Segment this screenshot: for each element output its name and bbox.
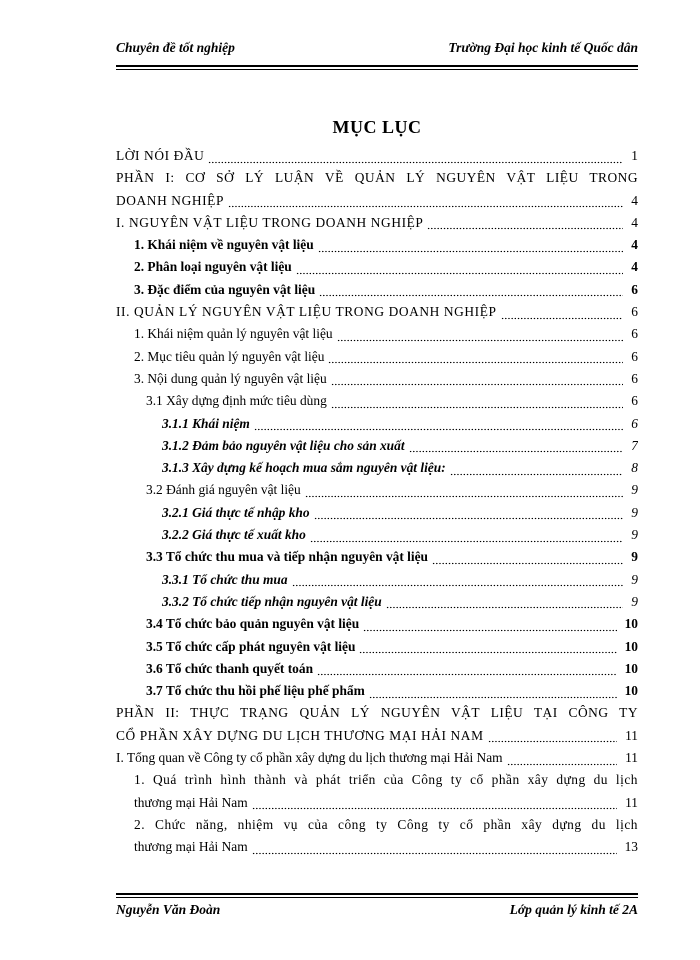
toc-entry-text-line1: 1. Quá trình hình thành và phát triển của Công ty cổ phần xây dựng du lịch [134,772,638,788]
dot-leader [317,658,617,680]
toc-entry-text: 3.3.1 Tổ chức thu mua [162,569,290,591]
toc-entry-page: 10 [619,613,638,635]
toc-entry-text: 2. Phân loại nguyên vật liệu [134,256,294,278]
toc-entry-text-line1: PHẦN I: CƠ SỞ LÝ LUẬN VỀ QUẢN LÝ NGUYÊN VẬT LIỆU TRONG [116,170,638,186]
toc-entry-line2 [116,725,638,747]
toc-entry-page: 6 [625,323,638,345]
toc-entry-text: 3. Nội dung quản lý nguyên vật liệu [134,368,329,390]
dot-leader [427,212,623,234]
toc-entry-line2 [116,836,638,858]
toc-entry-page: 9 [625,591,638,613]
toc-entry-text: 3.2.1 Giá thực tế nhập kho [162,502,312,524]
toc-entry-text: LỜI NÓI ĐẦU [116,145,206,167]
toc-entry-page: 11 [619,747,638,769]
toc-entry[interactable] [116,145,638,167]
toc-entry-page: 4 [625,256,638,278]
toc-entry-page: 6 [625,413,638,435]
toc-entry[interactable] [116,234,638,256]
dot-leader [228,190,623,212]
toc-entry-text: 3. Đặc điểm của nguyên vật liệu [134,279,317,301]
dot-leader [432,546,623,568]
toc-entry-page: 9 [625,546,638,568]
toc-entry-page: 10 [619,636,638,658]
toc-entry[interactable] [116,502,638,524]
dot-leader [319,279,623,301]
footer-left: Nguyễn Văn Đoàn [116,902,221,917]
toc-entry[interactable] [116,279,638,301]
dot-leader [386,591,623,613]
toc-entry-text: 3.1 Xây dựng định mức tiêu dùng [146,390,329,412]
toc-entry-text: 1. Khái niệm về nguyên vật liệu [134,234,316,256]
dot-leader [328,346,623,368]
toc-entry-text-line1: PHẦN II: THỰC TRẠNG QUẢN LÝ NGUYÊN VẬT LIỆU TẠI CÔNG TY [116,705,638,721]
toc-entry-page: 10 [619,680,638,702]
toc-entry-page: 9 [625,502,638,524]
toc-entry[interactable] [116,256,638,278]
toc-entry[interactable] [116,390,638,412]
toc-entry-text: 3.1.1 Khái niệm [162,413,252,435]
dot-leader [501,301,623,323]
toc-entry-text: 3.6 Tổ chức thanh quyết toán [146,658,315,680]
page-title: MỤC LỤC [332,117,422,137]
footer-right: Lớp quản lý kinh tế 2A [509,902,638,917]
toc-entry-text: 3.5 Tổ chức cấp phát nguyên vật liệu [146,636,357,658]
toc-entry-page: 9 [625,479,638,501]
toc-entry[interactable] [116,658,638,680]
dot-leader [363,613,617,635]
toc-entry-text: 3.4 Tổ chức bảo quản nguyên vật liệu [146,613,361,635]
toc-entry-page: 4 [625,190,638,212]
dot-leader [296,256,623,278]
toc-entry[interactable] [116,435,638,457]
dot-leader [314,502,623,524]
dot-leader [208,145,623,167]
toc-entry[interactable] [116,814,638,859]
toc-entry[interactable] [116,613,638,635]
toc-entry[interactable] [116,591,638,613]
toc-entry-page: 6 [625,390,638,412]
toc-entry-text: 2. Mục tiêu quản lý nguyên vật liệu [134,346,326,368]
toc-entry-text: thương mại Hải Nam [134,836,250,858]
toc-entry-page: 13 [619,836,638,858]
toc-entry-page: 1 [625,145,638,167]
toc-entry[interactable] [116,680,638,702]
dot-leader [337,323,623,345]
toc-entry-text: II. QUẢN LÝ NGUYÊN VẬT LIỆU TRONG DOANH NGHIỆP [116,301,499,323]
toc-entry-page: 8 [625,457,638,479]
toc-entry[interactable] [116,747,638,769]
toc-entry-page: 6 [625,368,638,390]
dot-leader [305,479,623,501]
toc-entry-text: 3.3 Tổ chức thu mua và tiếp nhận nguyên vật liệu [146,546,430,568]
toc-entry-text: 3.1.3 Xây dựng kế hoạch mua sắm nguyên vật liệu: [162,457,448,479]
toc-entry-page: 11 [619,725,638,747]
toc-entry[interactable] [116,368,638,390]
dot-leader [252,836,617,858]
toc-entry-line2 [116,792,638,814]
dot-leader [369,680,617,702]
toc-entry-text: 3.3.2 Tổ chức tiếp nhận nguyên vật liệu [162,591,384,613]
table-of-contents [116,145,638,859]
toc-entry[interactable] [116,636,638,658]
toc-entry-page: 6 [625,279,638,301]
dot-leader [252,792,617,814]
toc-entry[interactable] [116,569,638,591]
toc-entry[interactable] [116,769,638,814]
toc-entry[interactable] [116,702,638,747]
toc-entry-text: DOANH NGHIỆP [116,190,226,212]
footer-rule [116,893,638,898]
toc-entry-page: 6 [625,301,638,323]
toc-entry[interactable] [116,413,638,435]
dot-leader [450,457,623,479]
toc-entry-text: I. NGUYÊN VẬT LIỆU TRONG DOANH NGHIỆP [116,212,425,234]
dot-leader [318,234,623,256]
toc-entry-text-line1: 2. Chức năng, nhiệm vụ của công ty Công ty cổ phần xây dựng du lịch [134,816,638,832]
toc-entry[interactable] [116,524,638,546]
toc-entry-text: 3.1.2 Đảm bảo nguyên vật liệu cho sản xuất [162,435,407,457]
toc-entry-page: 4 [625,212,638,234]
header-rule [116,65,638,70]
dot-leader [254,413,623,435]
dot-leader [359,636,617,658]
toc-entry-text: thương mại Hải Nam [134,792,250,814]
toc-entry[interactable] [116,167,638,212]
dot-leader [507,747,617,769]
toc-entry[interactable] [116,346,638,368]
toc-entry[interactable] [116,323,638,345]
toc-entry-page: 7 [625,435,638,457]
header-left: Chuyên đề tốt nghiệp [116,40,235,55]
dot-leader [292,569,623,591]
dot-leader [331,390,623,412]
dot-leader [409,435,623,457]
toc-entry-page: 4 [625,234,638,256]
toc-entry-text: 3.2.2 Giá thực tế xuất kho [162,524,308,546]
toc-entry-text: CỔ PHẦN XÂY DỰNG DU LỊCH THƯƠNG MẠI HẢI NAM [116,725,486,747]
toc-entry[interactable] [116,212,638,234]
toc-entry-page: 11 [619,792,638,814]
dot-leader [488,725,617,747]
toc-entry[interactable] [116,301,638,323]
toc-entry[interactable] [116,457,638,479]
toc-entry-line2 [116,190,638,212]
toc-entry-text: I. Tổng quan về Công ty cổ phần xây dựng du lịch thương mại Hải Nam [116,747,505,769]
toc-entry-page: 9 [625,569,638,591]
toc-entry-page: 9 [625,524,638,546]
toc-entry[interactable] [116,546,638,568]
dot-leader [310,524,623,546]
toc-entry-page: 10 [619,658,638,680]
header-right: Trường Đại học kinh tế Quốc dân [448,40,638,55]
toc-entry[interactable] [116,479,638,501]
dot-leader [331,368,623,390]
toc-entry-text: 3.2 Đánh giá nguyên vật liệu [146,479,303,501]
toc-entry-text: 1. Khái niệm quản lý nguyên vật liệu [134,323,335,345]
toc-entry-page: 6 [625,346,638,368]
toc-entry-text: 3.7 Tổ chức thu hồi phế liệu phế phẩm [146,680,367,702]
